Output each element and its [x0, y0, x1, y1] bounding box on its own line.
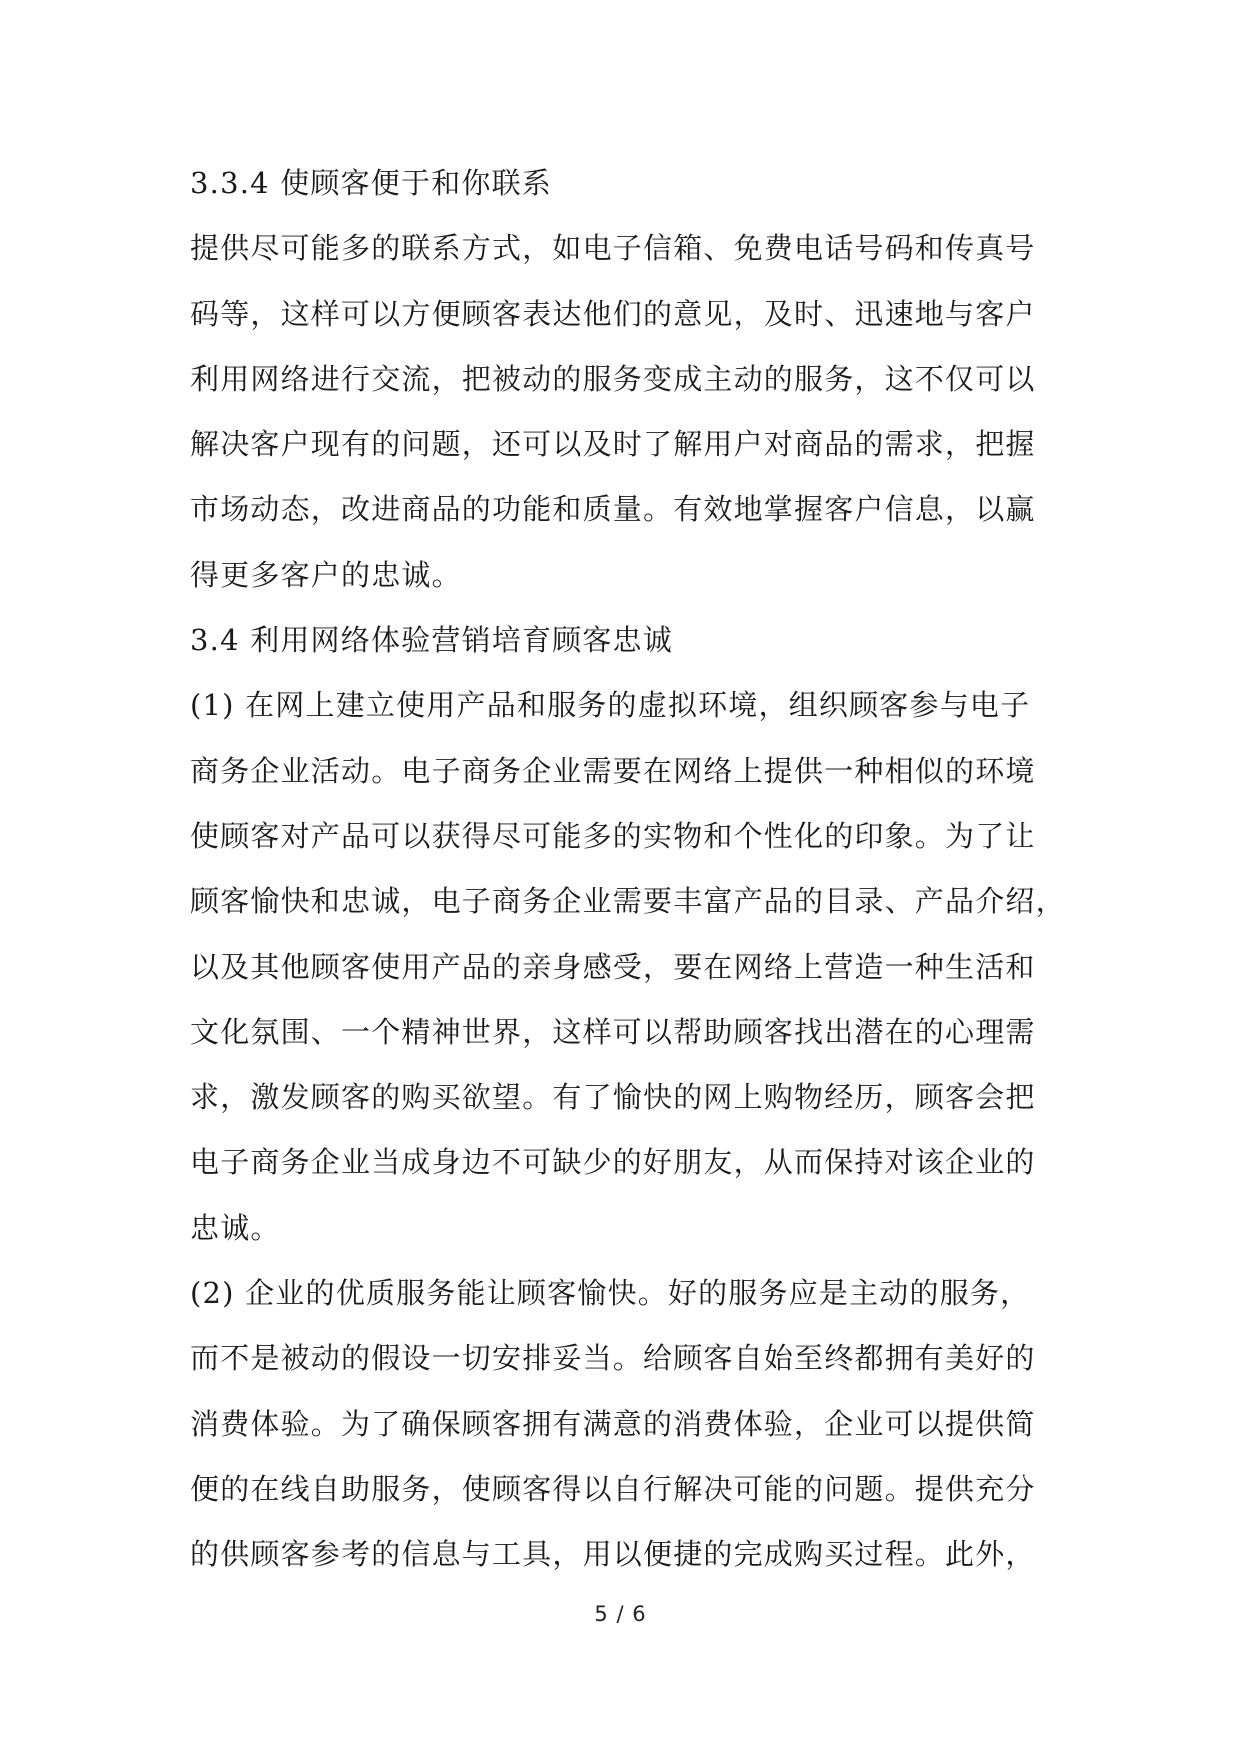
paragraph-line: 商务企业活动。电子商务企业需要在网络上提供一种相似的环境	[190, 753, 1036, 788]
paragraph-line: 得更多客户的忠诚。	[190, 557, 462, 592]
paragraph-line: 求，激发顾客的购买欲望。有了愉快的网上购物经历，顾客会把	[190, 1080, 1036, 1115]
paragraph-line: 电子商务企业当成身边不可缺少的好朋友，从而保持对该企业的	[190, 1145, 1036, 1180]
paragraph-line: 忠诚。	[190, 1210, 281, 1245]
paragraph-line: 顾客愉快和忠诚，电子商务企业需要丰富产品的目录、产品介绍，	[190, 884, 1066, 919]
paragraph-line: 的供顾客参考的信息与工具，用以便捷的完成购买过程。此外，	[190, 1537, 1036, 1572]
paragraph-line: 利用网络进行交流，把被动的服务变成主动的服务，这不仅可以	[190, 361, 1036, 396]
paragraph-line: 提供尽可能多的联系方式，如电子信箱、免费电话号码和传真号	[190, 231, 1036, 266]
document-body	[190, 158, 1066, 1595]
paragraph-line: 使顾客对产品可以获得尽可能多的实物和个性化的印象。为了让	[190, 818, 1036, 853]
paragraph-line: 码等，这样可以方便顾客表达他们的意见，及时、迅速地与客户	[190, 296, 1036, 331]
paragraph-line: 消费体验。为了确保顾客拥有满意的消费体验，企业可以提供简	[190, 1406, 1036, 1441]
paragraph-line: (1) 在网上建立使用产品和服务的虚拟环境，组织顾客参与电子	[190, 688, 1031, 723]
page-number: 5 / 6	[594, 1602, 647, 1626]
paragraph-line: 以及其他顾客使用产品的亲身感受，要在网络上营造一种生活和	[190, 949, 1036, 984]
section-heading: 3.4 利用网络体验营销培育顾客忠诚	[190, 623, 673, 658]
section-heading: 3.3.4 使顾客便于和你联系	[190, 166, 553, 200]
paragraph-line: 解决客户现有的问题，还可以及时了解用户对商品的需求，把握	[190, 427, 1036, 462]
paragraph-line: 而不是被动的假设一切安排妥当。给顾客自始至终都拥有美好的	[190, 1341, 1036, 1376]
paragraph-line: 市场动态，改进商品的功能和质量。有效地掌握客户信息，以赢	[190, 492, 1036, 527]
paragraph-line: 便的在线自助服务，使顾客得以自行解决可能的问题。提供充分	[190, 1471, 1036, 1506]
paragraph-line: 文化氛围、一个精神世界，这样可以帮助顾客找出潜在的心理需	[190, 1014, 1036, 1049]
paragraph-line: (2) 企业的优质服务能让顾客愉快。好的服务应是主动的服务，	[190, 1276, 1031, 1311]
